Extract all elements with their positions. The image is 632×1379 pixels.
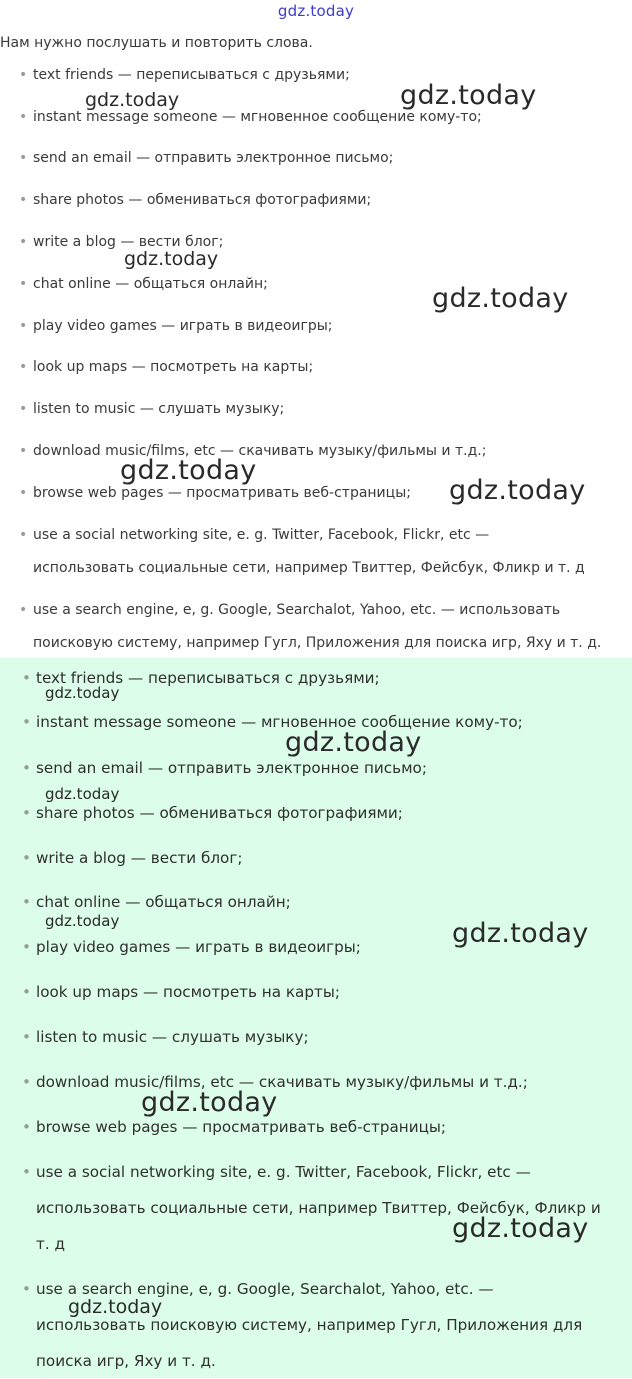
list-item: • browse web pages — просматривать веб-страницы;	[36, 1109, 446, 1145]
list-item: • play video games — играть в видеоигры;	[36, 929, 361, 965]
list-item: • instant message someone — мгновенное сообщение кому-то;	[33, 100, 482, 134]
watermark: gdz.today	[68, 1296, 163, 1318]
watermark: gdz.today	[141, 1087, 278, 1118]
watermark: gdz.today	[432, 283, 569, 314]
highlighted-block	[0, 658, 632, 1378]
watermark: gdz.today	[452, 918, 589, 949]
list-item: • chat online — общаться онлайн;	[33, 267, 268, 301]
intro-text: Нам нужно послушать и повторить слова.	[0, 35, 313, 51]
list-item-continuation: использовать социальные сети, например Твиттер, Фейсбук, Фликр и	[36, 1199, 601, 1217]
watermark: gdz.today	[45, 912, 120, 930]
watermark: gdz.today	[124, 248, 219, 270]
list-item: • send an email — отправить электронное письмо;	[33, 141, 393, 175]
list-item: • chat online — общаться онлайн;	[36, 884, 291, 920]
list-item: • download music/films, etc — скачивать музыку/фильмы и т.д.;	[36, 1064, 528, 1100]
watermark: gdz.today	[400, 80, 537, 111]
list-item: • use a search engine, e, g. Google, Searchalot, Yahoo, etc. — использовать	[33, 593, 560, 627]
list-item: • browse web pages — просматривать веб-страницы;	[33, 476, 411, 510]
list-item: • look up maps — посмотреть на карты;	[33, 350, 313, 384]
list-item-continuation: поисковую систему, например Гугл, Приложения для поиска игр, Яху и т. д.	[33, 635, 602, 651]
watermark: gdz.today	[45, 785, 120, 803]
list-item: • instant message someone — мгновенное сообщение кому-то;	[36, 704, 523, 740]
list-item: • look up maps — посмотреть на карты;	[36, 974, 340, 1010]
site-logo[interactable]: gdz.today	[277, 2, 355, 20]
list-item: • listen to music — слушать музыку;	[33, 392, 284, 426]
list-item: • text friends — переписываться с друзьями;	[33, 58, 350, 92]
list-item: • use a search engine, e, g. Google, Searchalot, Yahoo, etc. —	[36, 1271, 494, 1307]
list-item: • write a blog — вести блог;	[33, 225, 223, 259]
list-item: • use a social networking site, e. g. Twitter, Facebook, Flickr, etc —	[33, 518, 489, 552]
watermark: gdz.today	[452, 1213, 589, 1244]
list-item-continuation: поиска игр, Яху и т. д.	[36, 1352, 216, 1370]
list-item: • listen to music — слушать музыку;	[36, 1019, 309, 1055]
list-item: • play video games — играть в видеоигры;	[33, 309, 333, 343]
list-item: • send an email — отправить электронное письмо;	[36, 750, 427, 786]
list-item: • use a social networking site, e. g. Twitter, Facebook, Flickr, etc —	[36, 1154, 531, 1190]
watermark: gdz.today	[285, 727, 422, 758]
list-item-continuation: т. д	[36, 1235, 66, 1253]
list-item-continuation: использовать социальные сети, например Твиттер, Фейсбук, Фликр и т. д	[33, 560, 585, 576]
list-item: • write a blog — вести блог;	[36, 840, 242, 876]
watermark: gdz.today	[449, 475, 586, 506]
list-item: • download music/films, etc — скачивать музыку/фильмы и т.д.;	[33, 434, 486, 468]
watermark: gdz.today	[120, 455, 257, 486]
watermark: gdz.today	[85, 89, 180, 111]
list-item: • share photos — обмениваться фотографиями;	[36, 795, 403, 831]
list-item: • text friends — переписываться с друзьями;	[36, 660, 380, 696]
list-item: • share photos — обмениваться фотографиями;	[33, 183, 371, 217]
list-item-continuation: использовать поисковую систему, например Гугл, Приложения для	[36, 1316, 583, 1334]
watermark: gdz.today	[45, 684, 120, 702]
